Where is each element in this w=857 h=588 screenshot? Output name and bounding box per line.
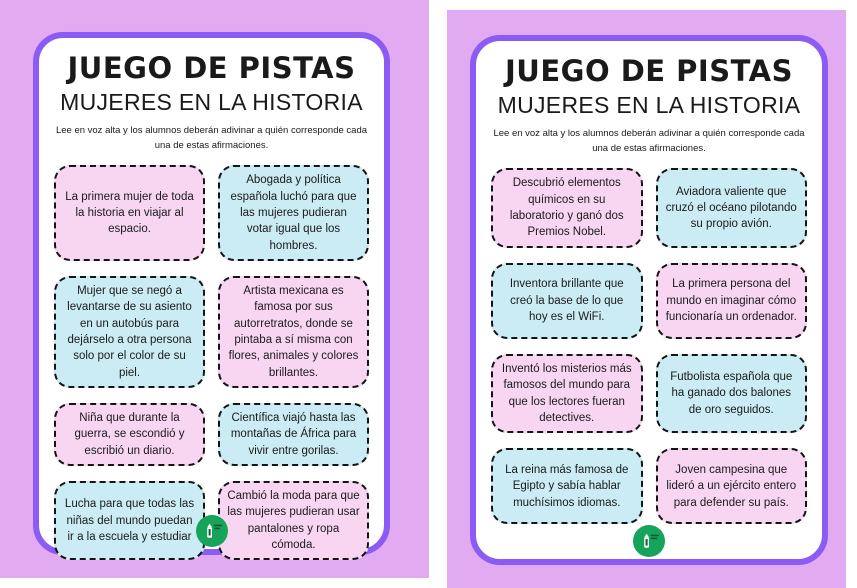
clue-box: Lucha para que todas las niñas del mundo puedan ir a la escuela y estudiar bbox=[54, 481, 205, 560]
pencil-icon bbox=[195, 514, 229, 548]
clue-box: La primera persona del mundo en imaginar cómo funcionaría un ordenador. bbox=[656, 263, 808, 339]
clue-card bbox=[33, 32, 390, 555]
clue-box: Abogada y política española luchó para que las mujeres pudieran votar igual que los hombres. bbox=[218, 165, 369, 261]
clue-box: Cambió la moda para que las mujeres pudieran usar pantalones y ropa cómoda. bbox=[218, 481, 369, 560]
clue-box: Niña que durante la guerra, se escondió y escribió un diario. bbox=[54, 403, 205, 466]
clue-box: La primera mujer de toda la historia en viajar al espacio. bbox=[54, 165, 205, 261]
clue-box: Aviadora valiente que cruzó el océano pilotando su propio avión. bbox=[656, 168, 808, 247]
pencil-icon bbox=[632, 524, 666, 558]
publisher-logo bbox=[195, 514, 229, 548]
clue-box: Científica viajó hasta las montañas de África para vivir entre gorilas. bbox=[218, 403, 369, 466]
instructions-text: Lee en voz alta y los alumnos deberán adivinar a quién corresponde cada una de estas afirmaciones. bbox=[493, 128, 805, 154]
clue-grid bbox=[476, 168, 822, 524]
clue-box: Artista mexicana es famosa por sus autorretratos, donde se pintaba a sí misma con flores, animales y colores brillantes. bbox=[218, 276, 369, 388]
clue-box: Descubrió elementos químicos en su laboratorio y ganó dos Premios Nobel. bbox=[491, 168, 643, 247]
publisher-logo bbox=[632, 524, 666, 558]
clue-card bbox=[470, 35, 828, 565]
instructions-text: Lee en voz alta y los alumnos deberán adivinar a quién corresponde cada una de estas afirmaciones. bbox=[55, 125, 368, 151]
clue-box: Joven campesina que lideró a un ejército entero para defender su país. bbox=[656, 448, 808, 524]
worksheet-page-left bbox=[0, 0, 429, 578]
clue-box: Futbolista española que ha ganado dos balones de oro seguidos. bbox=[656, 354, 808, 433]
page-subtitle: MUJERES EN LA HISTORIA bbox=[497, 92, 801, 118]
clue-box: Inventora brillante que creó la base de lo que hoy es el WiFi. bbox=[491, 263, 643, 339]
page-title: JUEGO DE PISTAS bbox=[67, 51, 356, 85]
page-subtitle: MUJERES EN LA HISTORIA bbox=[60, 89, 363, 115]
worksheet-page-right bbox=[447, 10, 846, 588]
clue-box: La reina más famosa de Egipto y sabía hablar muchísimos idiomas. bbox=[491, 448, 643, 524]
clue-box: Mujer que se negó a levantarse de su asiento en un autobús para dejárselo a otra persona solo por el color de su piel. bbox=[54, 276, 205, 388]
page-title: JUEGO DE PISTAS bbox=[505, 54, 793, 88]
clue-grid bbox=[39, 165, 384, 552]
clue-box: Inventó los misterios más famosos del mundo para que los lectores fueran detectives. bbox=[491, 354, 643, 433]
